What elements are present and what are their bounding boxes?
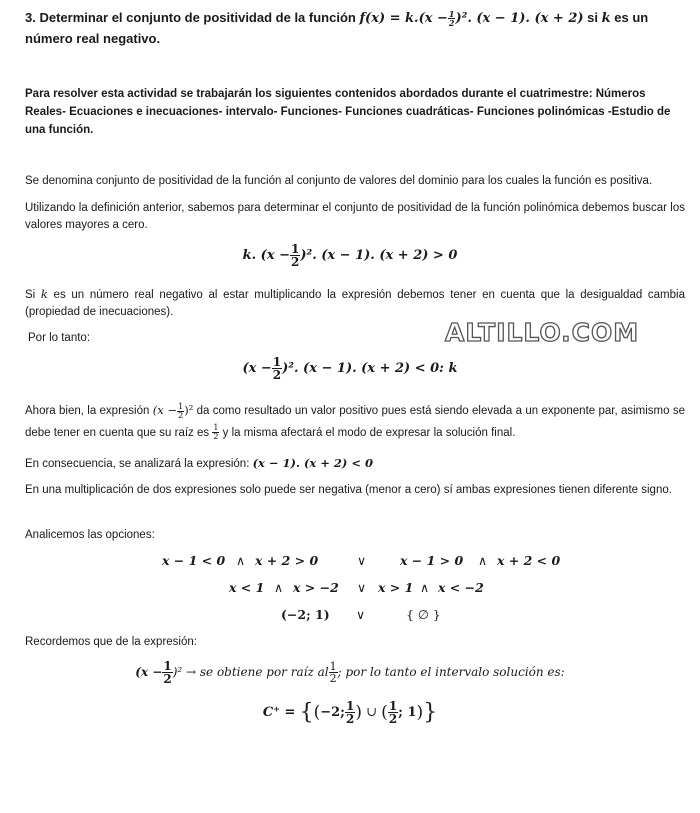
inequality-less: (x − $\frac{1}{2}$ )². (x − 1). (x + 2) < 0: k — [242, 355, 458, 382]
or-symbol: ∨ — [357, 553, 367, 568]
option-c: x − 1 > 0 — [400, 553, 464, 568]
paragraph-analysis: En consecuencia, se analizará la expresión: (x − 1). (x + 2) < 0 — [25, 456, 374, 470]
and-symbol: ∧ — [420, 580, 430, 595]
title-prefix: 3. Determinar el conjunto de positividad de la función — [25, 10, 356, 25]
or-symbol: ∨ — [357, 580, 367, 595]
options-row-3: (−2; 1) — [281, 607, 330, 622]
paragraph-k-negative: Si k es un número real negativo al estar multiplicando la expresión debemos tener en cuenta que la desigualdad cambia (propiedad de inecuaciones). — [25, 287, 685, 318]
paragraph-square-root: Ahora bien, la expresión (x − $\frac{1}{2}$ )² da como resultado un valor positivo pues está siendo elevada a un exponente par, asimismo se debe tener en cuenta que su raíz es $\frac{1}{2}$ y la misma afectará el modo de expresar la solución final. — [25, 401, 686, 442]
and-symbol: ∧ — [478, 553, 488, 568]
or-symbol: ∨ — [356, 607, 366, 622]
title-si: si — [587, 10, 598, 25]
paragraph-therefore: Por lo tanto: — [28, 332, 91, 344]
option-b: x > −2 — [293, 580, 339, 595]
options-row-1: x − 1 < 0 — [162, 553, 226, 568]
title-suffix: es un número real negativo. — [25, 10, 649, 46]
function-expression: f(x) = k.(x − $\frac{1}{2}$ )². (x − 1). (x + 2) — [359, 9, 584, 28]
problem-statement — [25, 8, 685, 49]
title-k: k — [601, 11, 611, 26]
and-symbol: ∧ — [274, 580, 284, 595]
altillo-watermark: ALTILLO.COM — [445, 318, 640, 347]
inequality-greater: k. (x − $\frac{1}{2}$ )². (x − 1). (x + 2) > 0 — [242, 242, 458, 269]
empty-set: { ∅ } — [406, 607, 441, 622]
solution-set: C⁺ = {(−2; $\frac{1}{2}$ ) ∪ ( $\frac{1}{2}$ ; 1)} — [262, 699, 438, 726]
option-b: x + 2 > 0 — [255, 553, 319, 568]
paragraph-recall: Recordemos que de la expresión: — [25, 636, 197, 648]
paragraph-method: Utilizando la definición anterior, sabemos para determinar el conjunto de positividad de la función polinómica debemos buscar los valores mayores a cero. — [25, 202, 685, 231]
and-symbol: ∧ — [236, 553, 246, 568]
option-d: x < −2 — [438, 580, 484, 595]
root-sentence: (x − $\frac{1}{2}$ )² → se obtiene por raíz al $\frac{1}{2}$ ; por lo tanto el intervalo solución es: — [135, 659, 565, 686]
paragraph-sign-rule: En una multiplicación de dos expresiones solo puede ser negativa (menor a cero) sí ambas expresiones tienen diferente signo. — [25, 484, 672, 496]
option-d: x + 2 < 0 — [497, 553, 561, 568]
paragraph-options: Analicemos las opciones: — [25, 529, 155, 541]
contents-intro: Para resolver esta actividad se trabajarán los siguientes contenidos abordados durante el cuatrimestre: Números Reales- Ecuaciones e inecuaciones- intervalo- Funciones- Funciones cuadráticas- Funciones polinómicas -Estudio de una función. — [25, 88, 671, 136]
options-row-2: x < 1 — [229, 580, 265, 595]
fraction-half: $\frac{1}{2}$ — [448, 9, 455, 28]
paragraph-definition: Se denomina conjunto de positividad de la función al conjunto de valores del dominio para los cuales la función es positiva. — [25, 175, 653, 187]
option-c: x > 1 — [378, 580, 414, 595]
